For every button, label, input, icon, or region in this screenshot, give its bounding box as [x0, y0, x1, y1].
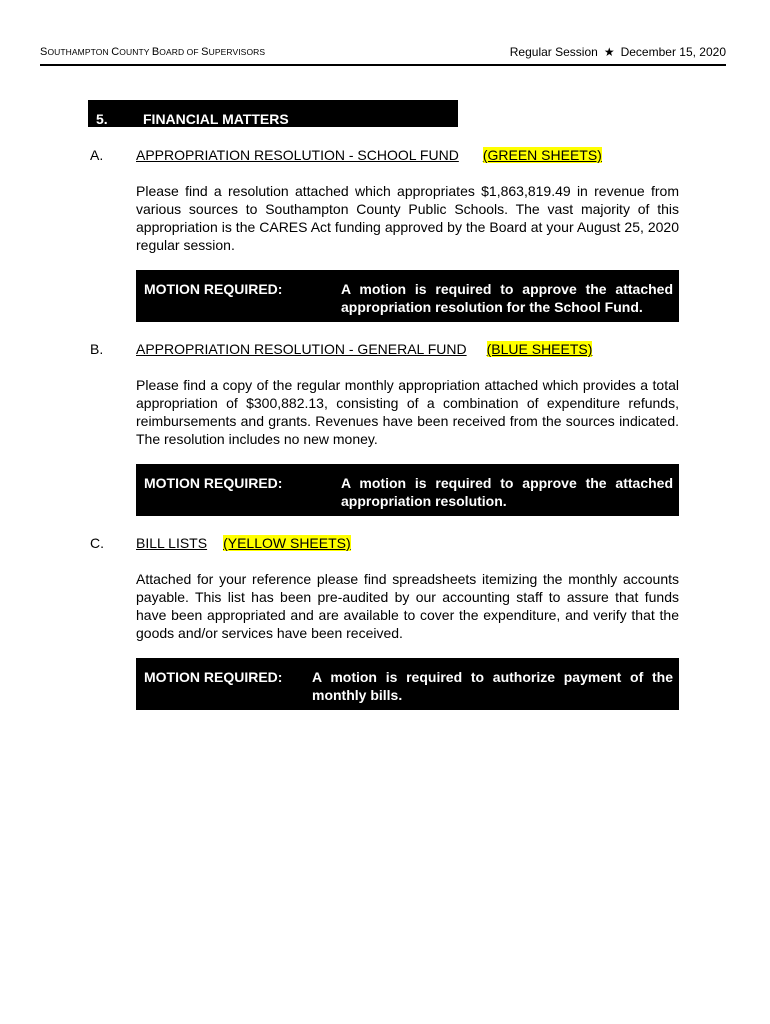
motion-label: MOTION REQUIRED: — [144, 669, 283, 685]
item-b-title-text: APPROPRIATION RESOLUTION - GENERAL FUND — [136, 341, 467, 357]
item-a-title-text: APPROPRIATION RESOLUTION - SCHOOL FUND — [136, 147, 459, 163]
org-text: B — [151, 46, 160, 58]
page-header — [40, 44, 726, 66]
org-text: S — [201, 46, 209, 58]
org-text: C — [111, 46, 120, 58]
item-a-letter: A. — [90, 147, 104, 163]
org-text: S — [40, 46, 48, 58]
section-title: FINANCIAL MATTERS — [143, 111, 289, 127]
item-a-title — [136, 147, 602, 163]
org-text: OARD OF — [159, 47, 202, 57]
item-c-motion-box — [136, 658, 679, 710]
section-number: 5. — [96, 111, 108, 127]
org-text: OUNTY — [119, 47, 152, 57]
motion-text: A motion is required to approve the attached appropriation resolution for the School Fund. — [341, 281, 673, 315]
item-c-tag: (YELLOW SHEETS) — [223, 535, 351, 551]
item-a-body: Please find a resolution attached which appropriates $1,863,819.49 in revenue from various sources to Southampton County Public Schools. The vast majority of this appropriation is the CARES Act funding approved by the Board at your August 25, 2020 regular session. — [136, 183, 679, 253]
item-b-letter: B. — [90, 341, 104, 357]
item-b-body: Please find a copy of the regular monthly appropriation attached which provides a total appropriation of $300,882.13, consisting of a combination of expenditure refunds, reimbursements and grants. Revenues have been received from the sources indicated. The resolution includes no new money. — [136, 377, 679, 447]
motion-label: MOTION REQUIRED: — [144, 475, 283, 491]
motion-text: A motion is required to authorize payment of the monthly bills. — [312, 669, 673, 703]
item-c-letter: C. — [90, 535, 104, 551]
item-c-title — [136, 535, 351, 551]
star-icon: ★ — [603, 45, 615, 59]
item-a-tag: (GREEN SHEETS) — [482, 147, 602, 163]
item-a-motion-box — [136, 270, 679, 322]
section-heading — [88, 100, 458, 127]
session-label: Regular Session — [509, 45, 598, 59]
item-b-title — [136, 341, 592, 357]
organization-name — [40, 46, 265, 58]
org-text: OUTHAMPTON — [47, 47, 112, 57]
item-b-tag: (BLUE SHEETS) — [486, 341, 593, 357]
item-c-title-text: BILL LISTS — [136, 535, 208, 551]
session-date: December 15, 2020 — [620, 45, 726, 59]
item-c-body: Attached for your reference please find spreadsheets itemizing the monthly accounts payable. This list has been pre-audited by our accounting staff to assure that funds have been appropriated and are available to cover the expenditure, and verify that the goods and/or services have been received. — [136, 571, 679, 641]
motion-text: A motion is required to approve the attached appropriation resolution. — [341, 475, 673, 509]
item-b-motion-box — [136, 464, 679, 516]
org-text: UPERVISORS — [208, 47, 266, 57]
session-info — [510, 45, 726, 59]
motion-label: MOTION REQUIRED: — [144, 281, 283, 297]
